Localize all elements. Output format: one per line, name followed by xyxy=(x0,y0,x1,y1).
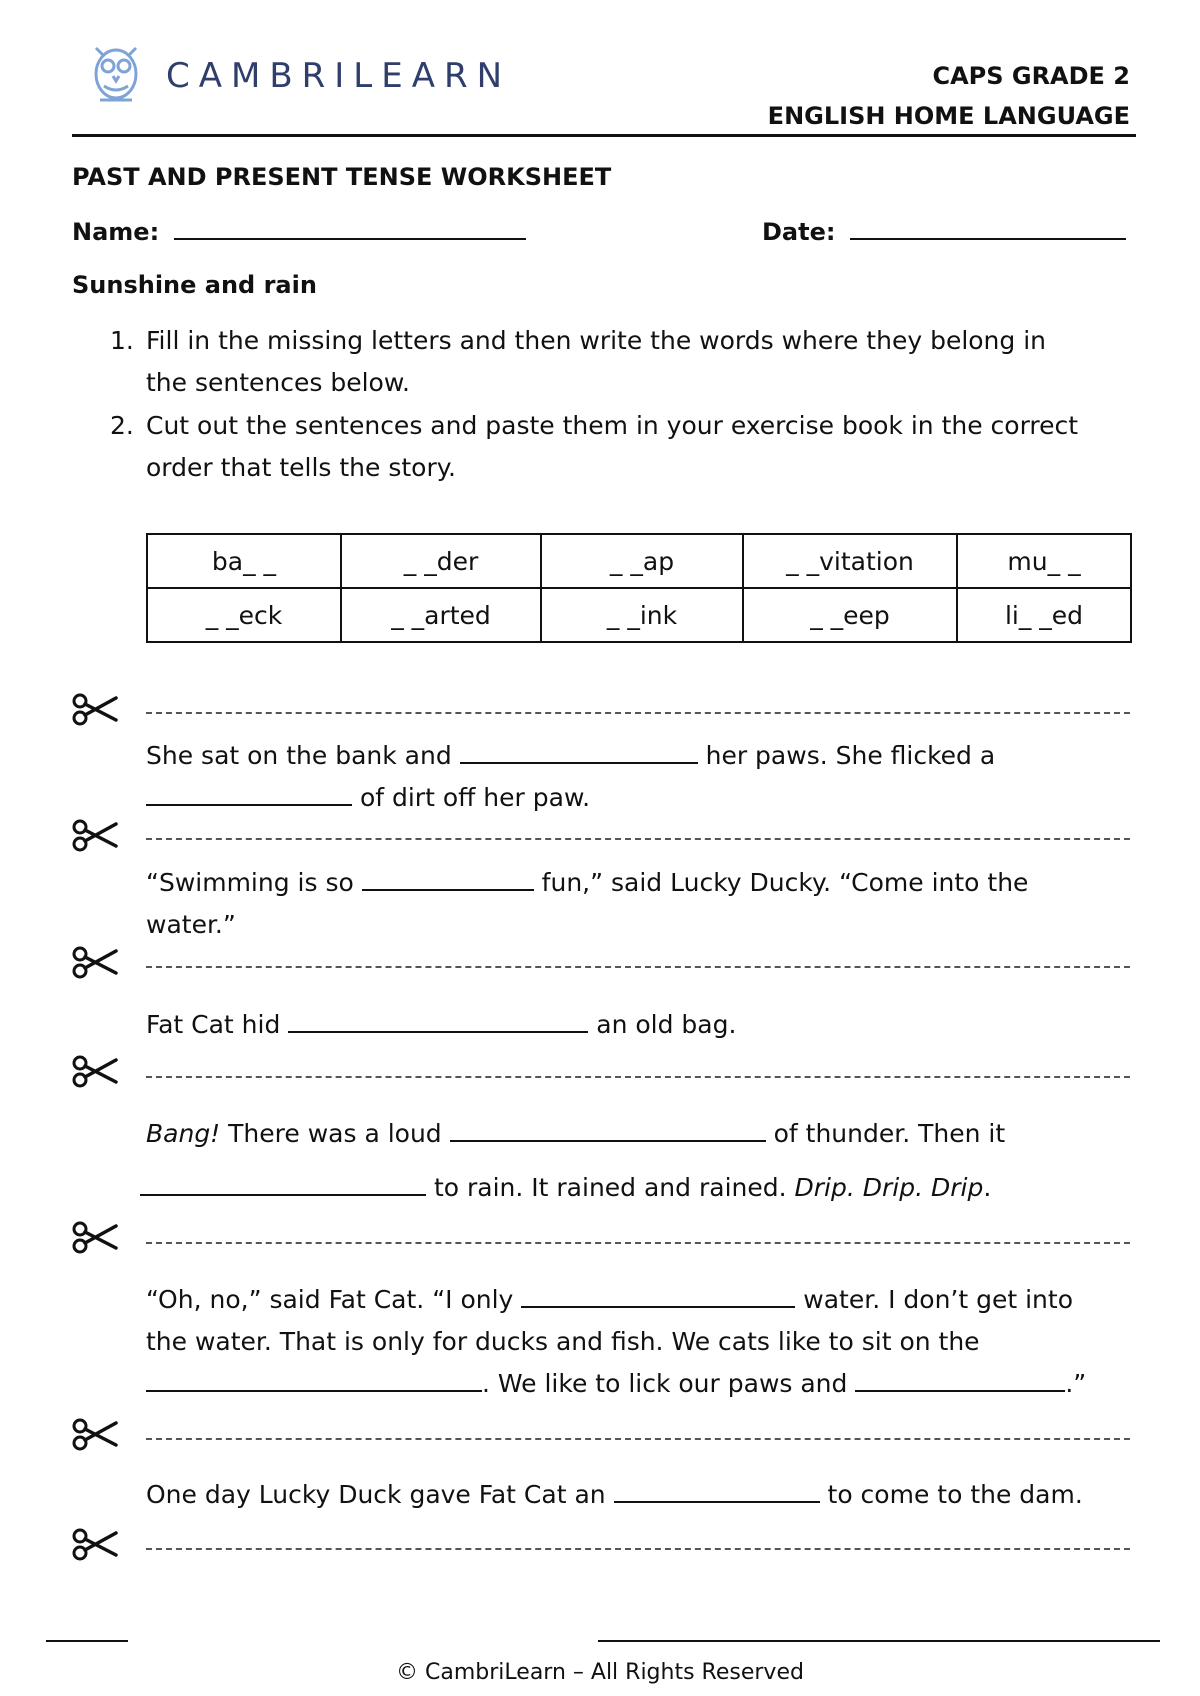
cut-line xyxy=(146,1438,1130,1440)
word-cell[interactable]: ba_ _ xyxy=(147,534,341,588)
instruction-number: 2. xyxy=(110,411,134,440)
sentence-text: an old bag. xyxy=(596,1010,737,1039)
cut-line xyxy=(146,1242,1130,1244)
sentence-2-line-2 xyxy=(146,904,236,946)
answer-blank[interactable] xyxy=(460,740,698,764)
sentence-5-line-1 xyxy=(146,1279,1073,1321)
sentence-text: .” xyxy=(1065,1369,1087,1398)
owl-logo-icon xyxy=(86,40,146,106)
instruction-line: Fill in the missing letters and then write the words where they belong in xyxy=(146,326,1047,355)
sentence-text: One day Lucky Duck gave Fat Cat an xyxy=(146,1480,606,1509)
sentence-text: “Swimming is so xyxy=(146,868,354,897)
answer-blank[interactable] xyxy=(362,867,534,891)
sentence-5-line-2 xyxy=(146,1321,980,1363)
answer-blank[interactable] xyxy=(450,1118,766,1142)
word-cell[interactable]: _ _der xyxy=(341,534,541,588)
worksheet-title: PAST AND PRESENT TENSE WORKSHEET xyxy=(72,163,612,191)
answer-blank[interactable] xyxy=(855,1368,1065,1392)
date-label: Date: xyxy=(762,218,836,246)
scissors-icon xyxy=(72,945,118,979)
missing-letters-table xyxy=(146,533,1132,643)
table-row xyxy=(147,588,1131,642)
header-divider xyxy=(72,134,1136,137)
instruction-number: 1. xyxy=(110,326,134,355)
sentence-1-line-1 xyxy=(146,735,995,777)
brand-logo-text: CAMBRILEARN xyxy=(166,56,512,96)
sentence-2-line-1 xyxy=(146,862,1028,904)
answer-blank[interactable] xyxy=(288,1009,588,1033)
copyright-text: © CambriLearn – All Rights Reserved xyxy=(396,1660,804,1685)
sentence-text: to rain. It rained and rained. xyxy=(433,1173,795,1202)
answer-blank[interactable] xyxy=(146,782,352,806)
scissors-icon xyxy=(72,692,118,726)
grade-label: CAPS GRADE 2 xyxy=(932,62,1130,90)
cut-line xyxy=(146,1548,1130,1550)
sentence-text: “Oh, no,” said Fat Cat. “I only xyxy=(146,1285,514,1314)
sentence-text-italic: Bang! xyxy=(146,1119,221,1148)
scissors-icon xyxy=(72,1054,118,1088)
instruction-line: order that tells the story. xyxy=(146,453,456,482)
sentence-5-line-3 xyxy=(146,1363,1086,1405)
sentence-text: There was a loud xyxy=(220,1119,442,1148)
instruction-2 xyxy=(110,405,1140,489)
scissors-icon xyxy=(72,818,118,852)
sentence-text: water.” xyxy=(146,910,236,939)
sentence-text-italic: Drip. Drip. Drip xyxy=(794,1173,984,1202)
sentence-text: fun,” said Lucky Ducky. “Come into the xyxy=(541,868,1029,897)
sentence-1-line-2 xyxy=(146,777,590,819)
sentence-text: Fat Cat hid xyxy=(146,1010,281,1039)
word-cell[interactable]: _ _ink xyxy=(541,588,743,642)
instruction-1 xyxy=(110,320,1140,404)
word-cell[interactable]: _ _eep xyxy=(743,588,957,642)
sentence-4-line-1 xyxy=(146,1113,1005,1155)
table-row xyxy=(147,534,1131,588)
cut-line xyxy=(146,966,1130,968)
sentence-4-line-2 xyxy=(140,1167,991,1209)
date-blank[interactable] xyxy=(850,216,1126,240)
name-blank[interactable] xyxy=(174,216,526,240)
name-field[interactable] xyxy=(72,216,526,246)
sentence-3 xyxy=(146,1004,736,1046)
answer-blank[interactable] xyxy=(140,1172,426,1196)
sentence-text: . xyxy=(983,1173,992,1202)
date-field[interactable] xyxy=(762,216,1126,246)
sentence-text: . We like to lick our paws and xyxy=(482,1369,848,1398)
cut-line xyxy=(146,838,1130,840)
sentence-text: of dirt off her paw. xyxy=(359,783,591,812)
scissors-icon xyxy=(72,1417,118,1451)
section-title: Sunshine and rain xyxy=(72,271,317,299)
answer-blank[interactable] xyxy=(614,1479,820,1503)
word-cell[interactable]: _ _eck xyxy=(147,588,341,642)
scissors-icon xyxy=(72,1527,118,1561)
instruction-line: Cut out the sentences and paste them in your exercise book in the correct xyxy=(146,411,1079,440)
name-label: Name: xyxy=(72,218,160,246)
word-cell[interactable]: li_ _ed xyxy=(957,588,1131,642)
sentence-text: She sat on the bank and xyxy=(146,741,452,770)
footer-divider xyxy=(892,1640,1160,1642)
sentence-6 xyxy=(146,1474,1083,1516)
footer-divider xyxy=(598,1640,892,1642)
word-cell[interactable]: _ _vitation xyxy=(743,534,957,588)
word-cell[interactable]: mu_ _ xyxy=(957,534,1131,588)
subject-label: ENGLISH HOME LANGUAGE xyxy=(767,102,1130,130)
sentence-text: water. I don’t get into xyxy=(803,1285,1074,1314)
footer-divider xyxy=(46,1640,128,1642)
answer-blank[interactable] xyxy=(146,1368,482,1392)
sentence-text: her paws. She flicked a xyxy=(705,741,996,770)
scissors-icon xyxy=(72,1220,118,1254)
answer-blank[interactable] xyxy=(521,1284,795,1308)
sentence-text: of thunder. Then it xyxy=(773,1119,1006,1148)
cut-line xyxy=(146,712,1130,714)
sentence-text: to come to the dam. xyxy=(827,1480,1083,1509)
word-cell[interactable]: _ _ap xyxy=(541,534,743,588)
cut-line xyxy=(146,1076,1130,1078)
word-cell[interactable]: _ _arted xyxy=(341,588,541,642)
instruction-line: the sentences below. xyxy=(146,368,410,397)
sentence-text: the water. That is only for ducks and fish. We cats like to sit on the xyxy=(146,1327,980,1356)
